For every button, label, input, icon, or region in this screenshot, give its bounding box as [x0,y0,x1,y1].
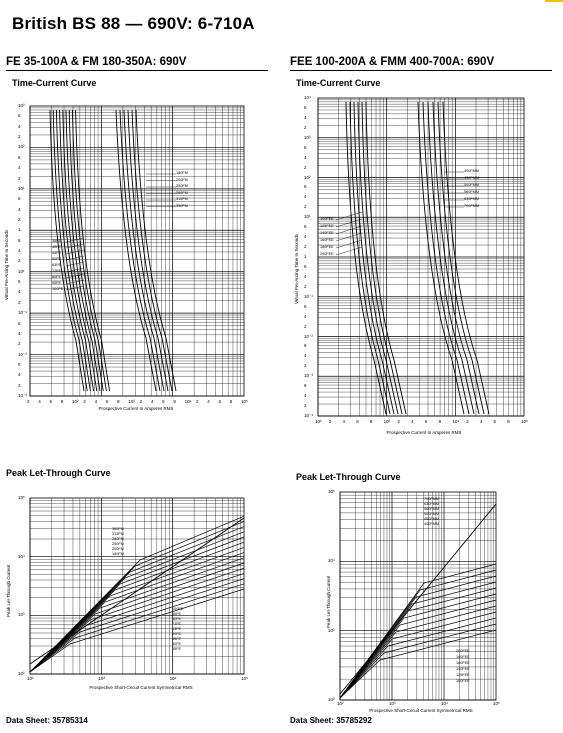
rplt-fee-label: 200FEE [456,649,470,653]
ltc-ytick: 2 [18,134,21,140]
ltc-fe-label: 80FE [52,275,62,279]
lplt-ytick: 10³ [18,612,25,618]
rplt-fee-label: 140FEE [456,667,470,671]
rtc-ytick: 4 [304,154,307,160]
ltc-xtick: 8 [173,399,176,404]
ltc-fe-label: 40FE [52,245,62,249]
rtc-ytick: 2 [304,403,307,409]
right-plt-xlabel: Prospective Short-Circuit Current Symmetrical RMS [369,708,473,713]
rtc-xtick: 10⁴ [452,419,460,424]
rtc-ytick: 4 [304,393,307,399]
right-datasheet: Data Sheet: 35785292 [290,716,372,725]
rtc-ytick: 6 [304,144,307,150]
rtc-xtick: 8 [507,419,510,424]
rplt-ytick: 10⁵ [328,489,335,494]
rtc-ytick: 6 [304,343,307,349]
ltc-fm-label: 350FM [176,203,188,208]
rplt-fee-label: 160FEE [456,661,470,665]
lplt-fm-label: 280FM [112,537,124,541]
right-plt-title: Peak Let-Through Curve [296,472,401,482]
rplt-fmm-label: 560FMM [424,507,439,511]
ltc-fm-label: 200FM [176,177,188,182]
ltc-xtick: 10² [72,399,79,404]
left-plt-title: Peak Let-Through Curve [6,468,111,478]
ltc-ytick: 4 [18,248,21,253]
rtc-xtick: 6 [493,419,497,424]
ltc-fm-label: 280FM [176,190,188,195]
rplt-fmm-label: 630FMM [424,502,439,506]
ltc-ytick: 6 [18,196,21,202]
right-tc-ylabel: Virtual Pre-Arcing Time In Seconds [294,234,299,304]
rtc-ytick: 6 [304,104,307,110]
rplt-fmm-label: 450FMM [424,517,439,521]
ltc-ytick: 4 [18,123,21,129]
rplt-xtick: 10³ [389,701,396,706]
rtc-xtick: 6 [424,419,428,424]
rtc-fmm-label: 560FMM [464,190,479,194]
rtc-xtick: 6 [356,419,359,424]
rtc-ytick: 4 [304,313,307,319]
rtc-ytick: 2 [304,363,307,369]
right-peak-let-through-plot [326,488,502,716]
rtc-xtick: 4 [342,419,345,424]
rplt-fee-label: 180FEE [456,655,470,659]
lplt-fe-label: 63FE [172,627,182,631]
rtc-ytick: 4 [304,114,307,120]
ltc-fe-label: 35FE [52,239,62,243]
right-section-title: FEE 100-200A & FMM 400-700A: 690V [290,56,495,68]
lplt-fe-label: 100FE [172,607,184,611]
ltc-ytick: 2 [18,382,21,388]
left-tc-xlabel: Prospective Current In Amperes RMS [98,406,174,411]
right-tc-title: Time-Current Curve [296,78,381,88]
rtc-ytick: 10¹ [304,214,311,220]
ltc-ytick: 1 [18,227,21,233]
rtc-ytick: 4 [304,273,307,279]
left-tc-title: Time-Current Curve [12,78,97,88]
rtc-ytick: 4 [304,194,307,200]
left-section-rule [6,70,268,71]
ltc-fm-label: 180FM [176,171,188,175]
rplt-fee-label: 125FEE [456,673,470,677]
ltc-ytick: 10⁻¹ [18,310,27,316]
lplt-fe-label: 35FE [172,647,182,651]
rtc-xtick: 10³ [383,419,391,424]
accent-bar [545,0,563,2]
rtc-ytick: 10⁴ [304,95,311,100]
rtc-ytick: 6 [304,224,307,230]
rtc-ytick: 10² [304,174,311,180]
right-time-current-plot [304,94,534,440]
ltc-xtick: 4 [207,399,210,404]
ltc-ytick: 6 [18,361,21,367]
rtc-ytick: 4 [304,353,307,359]
rtc-xtick: 2 [466,419,469,424]
rtc-xtick: 4 [411,419,414,424]
rtc-xtick: 8 [438,419,442,424]
rplt-ytick: 10² [328,697,335,702]
ltc-xtick: 10³ [128,399,135,404]
rtc-ytick: 6 [304,184,307,190]
lplt-fm-label: 315FM [112,532,124,536]
ltc-fe-label: 50FE [52,257,62,261]
lplt-fe-label: 45FE [172,637,182,641]
ltc-ytick: 2 [18,299,21,305]
rtc-fmm-label: 400FMM [464,169,479,173]
ltc-ytick: 6 [18,237,21,243]
ltc-ytick: 6 [18,154,21,160]
right-plt-ylabel: Peak Let-Through Current [326,575,331,628]
rtc-ytick: 2 [304,323,307,329]
lplt-fm-label: 350FM [112,527,124,531]
rtc-xtick: 2 [328,419,332,424]
ltc-xtick: 6 [162,399,165,404]
ltc-ytick: 6 [18,320,21,326]
ltc-fe-label: 90FE [52,281,62,285]
rtc-xtick: 8 [369,419,373,424]
ltc-ytick: 4 [18,206,21,212]
lplt-fm-label: 200FM [112,547,124,551]
ltc-xtick: 6 [218,399,221,404]
ltc-ytick: 4 [18,289,21,295]
rtc-fee-label: 125FEE [320,224,334,228]
rtc-fee-label: 160FEE [320,238,334,242]
lplt-xtick: 10⁵ [241,676,248,681]
rtc-xtick: 4 [479,419,483,424]
rtc-ytick: 10⁻¹ [304,293,313,299]
page-title: British BS 88 — 690V: 6-710A [12,14,255,33]
rtc-fmm-label: 500FMM [464,183,479,187]
lplt-fm-label: 250FM [112,542,124,546]
right-tc-xlabel: Prospective Current In Amperes RMS [386,430,462,435]
rplt-fmm-label: 700FMM [424,497,439,501]
lplt-xtick: 10⁴ [169,676,177,681]
rtc-ytick: 2 [304,204,307,210]
rplt-fee-label: 100FEE [456,679,470,683]
rplt-xtick: 10⁵ [493,701,500,706]
right-section-rule [290,70,552,71]
ltc-xtick: 2 [195,399,199,404]
left-tc-ylabel: Virtual Pre-Arcing Time In Seconds [4,230,9,300]
lplt-fe-label: 71FE [172,622,182,626]
rtc-fmm-label: 700FMM [464,204,479,208]
rplt-ytick: 10³ [328,627,335,633]
left-section-title: FE 35-100A & FM 180-350A: 690V [6,56,187,68]
ltc-fe-label: 100FE [52,287,64,291]
ltc-xtick: 4 [38,399,41,404]
lplt-ytick: 10⁵ [18,495,25,500]
ltc-fe-label: 45FE [52,251,62,255]
left-peak-let-through-plot [16,492,248,694]
ltc-xtick: 8 [60,399,64,404]
rtc-ytick: 2 [304,124,307,130]
ltc-ytick: 10⁻³ [18,393,27,398]
ltc-xtick: 8 [229,399,233,404]
rtc-ytick: 10⁻³ [304,373,313,379]
ltc-fm-label: 315FM [176,197,188,201]
rplt-xtick: 10⁴ [441,701,448,706]
left-plt-ylabel: Peak Let-Through Current [6,564,11,617]
ltc-ytick: 10² [18,144,25,150]
right-peak-let-through-chart [326,488,502,716]
lplt-xtick: 10² [27,676,34,681]
rtc-ytick: 10³ [304,134,311,140]
ltc-xtick: 2 [27,399,30,404]
lplt-fe-label: 80FE [172,617,182,621]
ltc-ytick: 2 [18,258,21,264]
rtc-fee-label: 180FEE [320,245,334,249]
ltc-ytick: 2 [18,216,21,222]
lplt-fe-label: 50FE [172,632,182,636]
rtc-ytick: 6 [304,303,307,309]
ltc-ytick: 10³ [18,103,25,108]
left-peak-let-through-chart [6,492,248,694]
ltc-xtick: 6 [49,399,53,404]
ltc-ytick: 10⁻² [18,351,27,357]
rplt-xtick: 10² [337,701,344,706]
left-plt-xlabel: Prospective Short-Circuit Current Symmetrical RMS [89,685,193,690]
ltc-ytick: 4 [18,372,21,378]
rplt-fmm-label: 500FMM [424,512,439,516]
rtc-ytick: 1 [304,254,307,259]
lplt-ytick: 10² [18,671,25,676]
rtc-ytick: 6 [304,263,307,269]
rtc-ytick: 2 [304,164,307,170]
lplt-fm-label: 180FM [112,552,124,556]
lplt-xtick: 10³ [98,676,105,681]
ltc-xtick: 8 [117,399,120,404]
ltc-xtick: 2 [139,399,143,404]
lplt-ytick: 10⁴ [18,553,25,559]
ltc-xtick: 2 [83,399,86,404]
ltc-xtick: 10⁴ [184,399,192,404]
rtc-xtick: 10⁵ [521,419,528,424]
ltc-xtick: 6 [105,399,109,404]
ltc-ytick: 6 [18,113,21,119]
ltc-fe-label: 71FE [52,269,62,273]
ltc-ytick: 4 [18,165,21,171]
ltc-fm-label: 250FM [176,184,188,188]
lplt-fe-label: 40FE [172,642,182,646]
ltc-xtick: 10⁵ [241,399,248,404]
rtc-fmm-label: 450FMM [464,176,479,180]
ltc-ytick: 10¹ [18,268,25,274]
rtc-xtick: 10² [315,419,322,424]
ltc-ytick: 10¹ [18,185,25,191]
rtc-fee-label: 100FEE [320,217,334,221]
rplt-ytick: 10⁴ [328,558,335,564]
left-time-current-chart [4,100,250,418]
rtc-fmm-label: 630FMM [464,197,479,201]
rtc-fee-label: 140FEE [320,231,334,235]
right-time-current-chart [294,94,534,440]
ltc-ytick: 2 [18,341,21,347]
rplt-fmm-label: 400FMM [424,522,439,526]
rtc-fee-label: 200FEE [320,252,334,256]
rtc-xtick: 2 [397,419,400,424]
ltc-xtick: 4 [150,399,154,404]
rtc-ytick: 2 [304,283,307,289]
ltc-xtick: 4 [94,399,98,404]
rtc-ytick: 10⁻² [304,333,313,339]
ltc-ytick: 6 [18,279,21,285]
ltc-ytick: 2 [18,175,21,181]
ltc-fe-label: 63FE [52,263,62,267]
rtc-ytick: 4 [304,234,307,240]
rtc-ytick: 6 [304,383,307,389]
lplt-fe-label: 90FE [172,612,182,616]
rtc-ytick: 2 [304,244,307,250]
rtc-ytick: 10⁻⁴ [304,413,314,418]
left-datasheet: Data Sheet: 35785314 [6,716,88,725]
ltc-ytick: 4 [18,330,21,336]
